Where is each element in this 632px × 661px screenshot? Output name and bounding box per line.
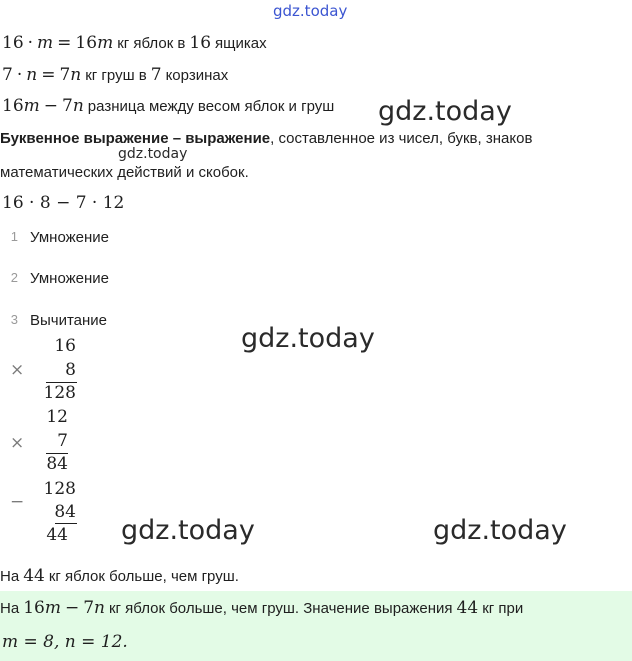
watermark-top: gdz.today xyxy=(273,2,348,20)
l3-var: m xyxy=(23,96,40,116)
calc3-bottom: 84 xyxy=(54,502,76,522)
answer2-pre: На xyxy=(0,600,20,617)
answer2-coef2: 7 xyxy=(83,598,95,618)
l1-var2: m xyxy=(97,33,114,53)
l3-var2: n xyxy=(72,96,84,116)
step-label: Умножение xyxy=(30,229,110,246)
answer1-pre: На xyxy=(0,568,20,585)
l2-num2: 7 xyxy=(150,65,162,85)
l2-var: n xyxy=(26,65,38,85)
calc1-bottom: 8 xyxy=(65,360,76,380)
l1-var: m xyxy=(37,33,54,53)
calc1-result: 128 xyxy=(43,383,76,403)
l2-var2: n xyxy=(70,65,82,85)
l2-text2: корзинах xyxy=(165,67,229,84)
l1-num: 16 xyxy=(2,33,24,53)
step-label: Умножение xyxy=(30,270,110,287)
watermark-1: gdz.today xyxy=(378,96,512,127)
step-number: 1 xyxy=(10,229,18,244)
line-difference xyxy=(2,96,334,116)
calc2-result: 84 xyxy=(46,454,68,474)
l3-coef2: 7 xyxy=(62,96,73,116)
calc2-top: 12 xyxy=(46,407,68,427)
answer-line xyxy=(0,566,239,586)
calc3-rule xyxy=(55,523,77,524)
l2-dot: · xyxy=(16,65,23,85)
definition-term: Буквенное выражение – выражение xyxy=(0,130,271,147)
answer2-var: m xyxy=(44,598,61,618)
multiply-sign-1: × xyxy=(10,360,25,380)
calc3-top: 128 xyxy=(43,479,76,499)
watermark-5: gdz.today xyxy=(433,515,567,546)
l1-coef: 16 xyxy=(75,33,98,53)
l3-minus: − xyxy=(43,96,59,116)
line-pears xyxy=(2,65,228,85)
l2-eq: = xyxy=(41,65,56,85)
l2-text: кг груш в xyxy=(85,67,147,84)
definition-line-1 xyxy=(0,130,532,147)
numeric-expression: 16 · 8 − 7 · 12 xyxy=(2,193,125,213)
answer1-post: кг яблок больше, чем груш. xyxy=(48,568,239,585)
answer1-num: 44 xyxy=(23,566,45,586)
l3-coef: 16 xyxy=(2,96,24,116)
l2-coef: 7 xyxy=(59,65,71,85)
answer2-num: 44 xyxy=(456,598,479,618)
calc2-bottom: 7 xyxy=(57,431,68,451)
step-label: Вычитание xyxy=(30,312,108,329)
calc1-top: 16 xyxy=(54,336,76,356)
calc3-result: 44 xyxy=(46,525,68,545)
l2-num: 7 xyxy=(2,65,13,85)
answer2-coef: 16 xyxy=(23,598,45,618)
answer2-mid: кг яблок больше, чем груш. Значение выражения xyxy=(108,600,453,617)
l1-text: кг яблок в xyxy=(117,35,186,52)
watermark-3: gdz.today xyxy=(241,323,375,354)
l1-text2: ящиках xyxy=(215,35,267,52)
step-number: 2 xyxy=(10,270,18,285)
answer2-var2: n xyxy=(94,598,105,618)
l3-text: разница между весом яблок и груш xyxy=(87,98,335,115)
answer2-post: кг при xyxy=(482,600,524,617)
definition-rest: , составленное из чисел, букв, знаков xyxy=(270,130,533,147)
l1-dot: · xyxy=(27,33,34,53)
multiply-sign-2: × xyxy=(10,433,25,453)
step-1 xyxy=(10,229,109,246)
definition-line-2: математических действий и скобок. xyxy=(0,164,249,181)
minus-sign: − xyxy=(10,492,25,512)
final-answer-line-1 xyxy=(0,598,523,618)
l1-eq: = xyxy=(57,33,72,53)
line-apples xyxy=(2,33,267,53)
final-answer-line-2: m = 8, n = 12. xyxy=(2,632,128,652)
step-2 xyxy=(10,270,109,287)
watermark-4: gdz.today xyxy=(121,515,255,546)
step-3 xyxy=(10,312,107,329)
step-number: 3 xyxy=(10,312,18,327)
l1-num2: 16 xyxy=(189,33,212,53)
answer2-minus: − xyxy=(64,598,80,618)
watermark-2: gdz.today xyxy=(118,146,188,162)
